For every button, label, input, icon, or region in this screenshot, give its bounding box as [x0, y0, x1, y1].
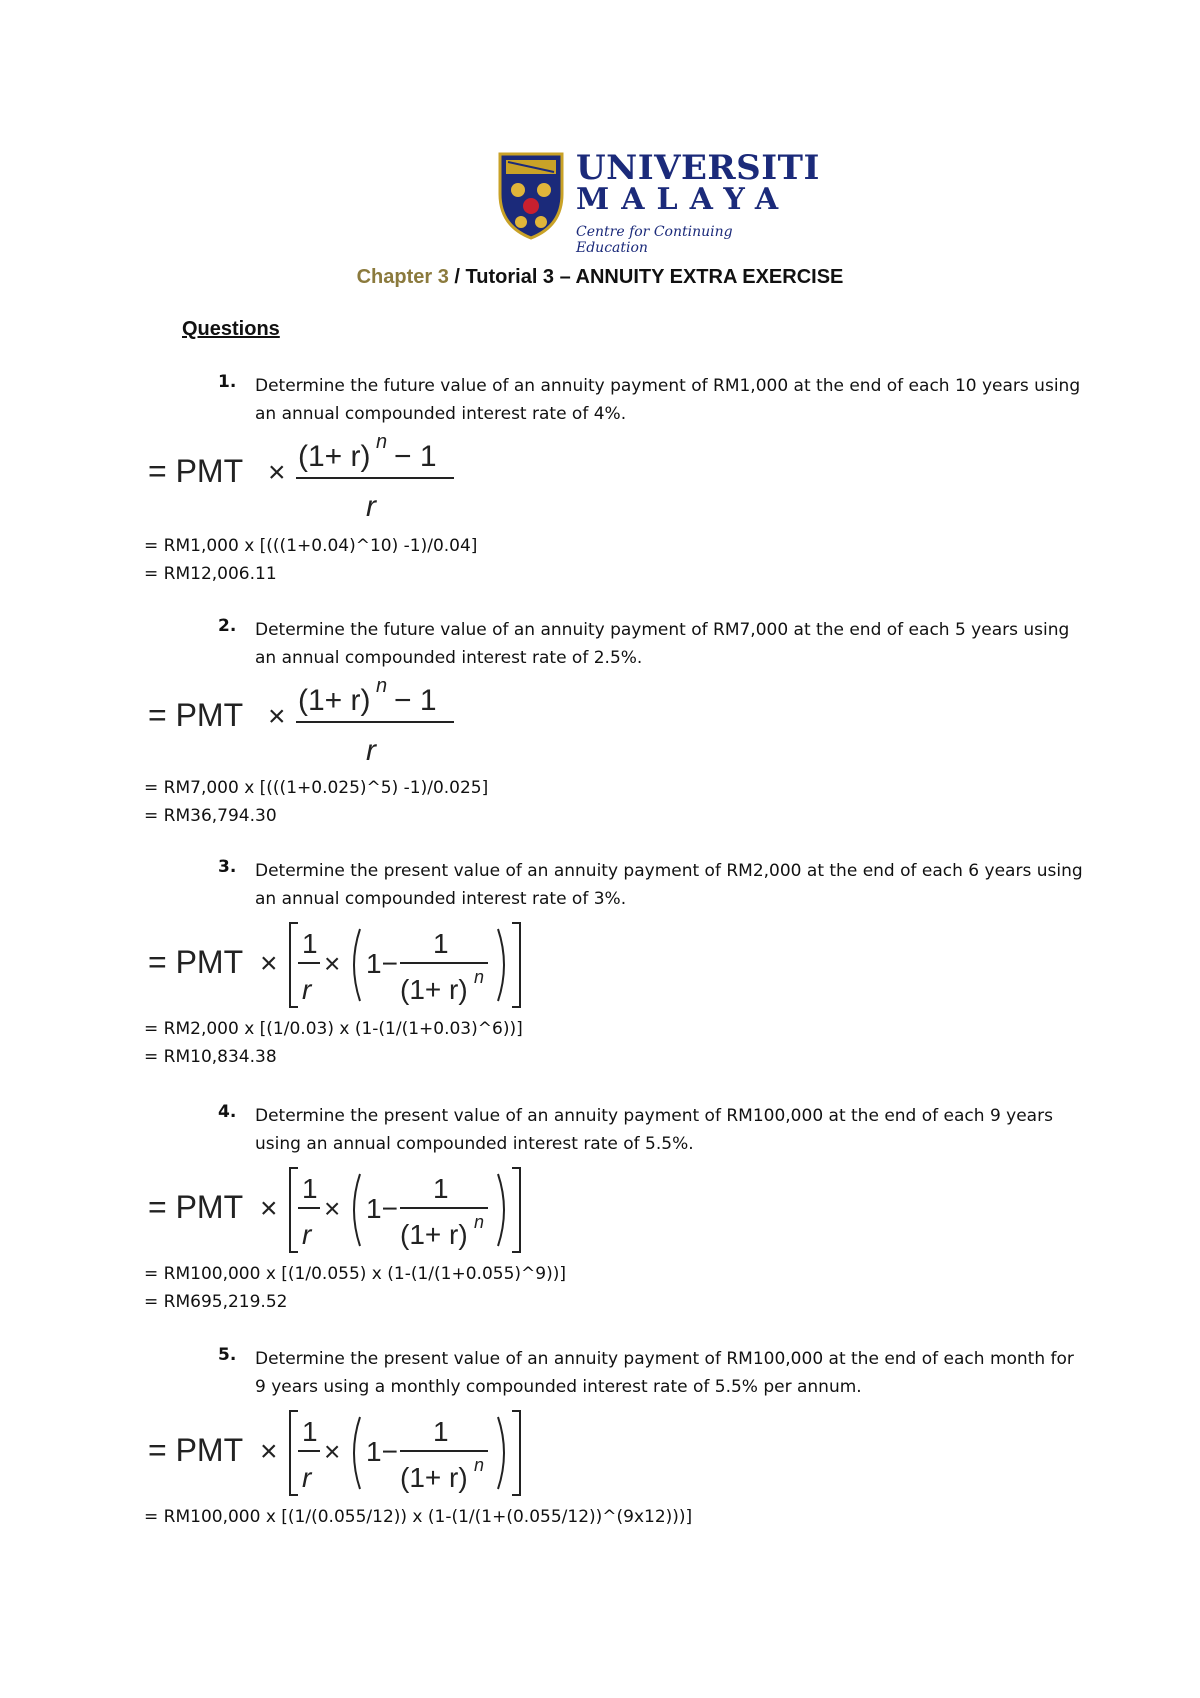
formula-exponent: n	[474, 967, 485, 987]
logo-line1: UNIVERSITI	[576, 148, 820, 188]
page-title	[0, 266, 1200, 289]
answer-block	[144, 1503, 692, 1531]
formula-minus-one: − 1	[394, 440, 437, 473]
right-bracket	[512, 1411, 520, 1495]
formula-one: 1	[302, 1416, 318, 1447]
question-number: 4.	[218, 1102, 237, 1122]
question-number: 1.	[218, 372, 237, 392]
formula-times: ×	[324, 948, 341, 979]
left-bracket	[290, 1411, 298, 1495]
title-rest: / Tutorial 3 – ANNUITY EXTRA EXERCISE	[448, 266, 844, 288]
formula-one-minus: 1−	[366, 1193, 398, 1224]
question-number: 5.	[218, 1345, 237, 1365]
formula-r: r	[302, 1462, 312, 1493]
formula-exponent: n	[376, 675, 388, 697]
answer-block	[144, 1260, 566, 1316]
present-value-formula	[148, 1160, 528, 1260]
formula-r: r	[302, 974, 312, 1005]
question-text: Determine the future value of an annuity payment of RM7,000 at the end of each 5 years using an annual compounded interest rate of 2.5%.	[255, 620, 1070, 668]
formula-denominator: (1+ r)	[400, 974, 468, 1005]
formula-one: 1	[433, 1173, 449, 1204]
formula-pmt: = PMT	[148, 1189, 244, 1225]
left-bracket	[290, 1168, 298, 1252]
formula-exponent: n	[474, 1212, 485, 1232]
present-value-formula	[148, 915, 528, 1015]
logo-line2: MALAYA	[576, 182, 791, 217]
formula-pmt: = PMT	[148, 944, 244, 980]
answer-line: = RM36,794.30	[144, 806, 277, 826]
right-paren	[498, 929, 504, 1001]
working-line: = RM100,000 x [(1/(0.055/12)) x (1-(1/(1+(0.055/12))^(9x12)))]	[144, 1507, 693, 1527]
formula-pmt: = PMT	[148, 697, 244, 733]
future-value-formula	[148, 430, 458, 530]
answer-block	[144, 532, 477, 588]
crest-icon	[496, 148, 566, 240]
answer-line: = RM695,219.52	[144, 1292, 288, 1312]
left-paren	[354, 1174, 360, 1246]
working-line: = RM1,000 x [(((1+0.04)^10) -1)/0.04]	[144, 536, 478, 556]
question-number: 3.	[218, 857, 237, 877]
formula-minus-one: − 1	[394, 684, 437, 717]
working-line: = RM100,000 x [(1/0.055) x (1-(1/(1+0.055)^9))]	[144, 1264, 566, 1284]
question-number: 2.	[218, 616, 237, 636]
formula-numerator: (1+ r)	[298, 684, 371, 717]
working-line: = RM2,000 x [(1/0.03) x (1-(1/(1+0.03)^6))]	[144, 1019, 523, 1039]
formula-one-minus: 1−	[366, 1436, 398, 1467]
right-bracket	[512, 1168, 520, 1252]
title-chapter: Chapter 3	[356, 266, 449, 288]
formula-times: ×	[260, 947, 278, 980]
left-paren	[354, 929, 360, 1001]
right-bracket	[512, 923, 520, 1007]
future-value-formula	[148, 674, 458, 774]
formula-numerator: (1+ r)	[298, 440, 371, 473]
formula-one: 1	[433, 1416, 449, 1447]
formula-times: ×	[268, 700, 286, 733]
university-logo	[496, 148, 820, 256]
formula-pmt: = PMT	[148, 1432, 244, 1468]
section-heading: Questions	[182, 318, 280, 340]
left-bracket	[290, 923, 298, 1007]
logo-subtitle: Centre for Continuing Education	[576, 224, 733, 256]
formula-exponent: n	[474, 1455, 485, 1475]
formula-times: ×	[260, 1435, 278, 1468]
formula-denominator: r	[366, 734, 376, 767]
formula-one: 1	[433, 928, 449, 959]
formula-times: ×	[324, 1193, 341, 1224]
answer-line: = RM10,834.38	[144, 1047, 277, 1067]
formula-denominator: (1+ r)	[400, 1462, 468, 1493]
formula-one: 1	[302, 928, 318, 959]
answer-block	[144, 774, 488, 830]
formula-r: r	[302, 1219, 312, 1250]
formula-one: 1	[302, 1173, 318, 1204]
right-paren	[498, 1174, 504, 1246]
formula-one-minus: 1−	[366, 948, 398, 979]
formula-times: ×	[268, 456, 286, 489]
answer-line: = RM12,006.11	[144, 564, 277, 584]
question-text: Determine the present value of an annuity payment of RM100,000 at the end of each 9 years using an annual compounded interest rate of 5.5%.	[255, 1106, 1053, 1154]
formula-times: ×	[260, 1192, 278, 1225]
working-line: = RM7,000 x [(((1+0.025)^5) -1)/0.025]	[144, 778, 489, 798]
left-paren	[354, 1417, 360, 1489]
formula-pmt: = PMT	[148, 453, 244, 489]
present-value-formula	[148, 1403, 528, 1503]
formula-exponent: n	[376, 431, 388, 453]
answer-block	[144, 1015, 523, 1071]
formula-denominator: r	[366, 490, 376, 523]
question-text: Determine the present value of an annuity payment of RM2,000 at the end of each 6 years using an annual compounded interest rate of 3%.	[255, 861, 1083, 909]
formula-denominator: (1+ r)	[400, 1219, 468, 1250]
formula-times: ×	[324, 1436, 341, 1467]
question-text: Determine the future value of an annuity payment of RM1,000 at the end of each 10 years using an annual compounded interest rate of 4%.	[255, 376, 1081, 424]
right-paren	[498, 1417, 504, 1489]
question-text: Determine the present value of an annuity payment of RM100,000 at the end of each month for 9 years using a monthly compounded interest rate of 5.5% per annum.	[255, 1349, 1074, 1397]
